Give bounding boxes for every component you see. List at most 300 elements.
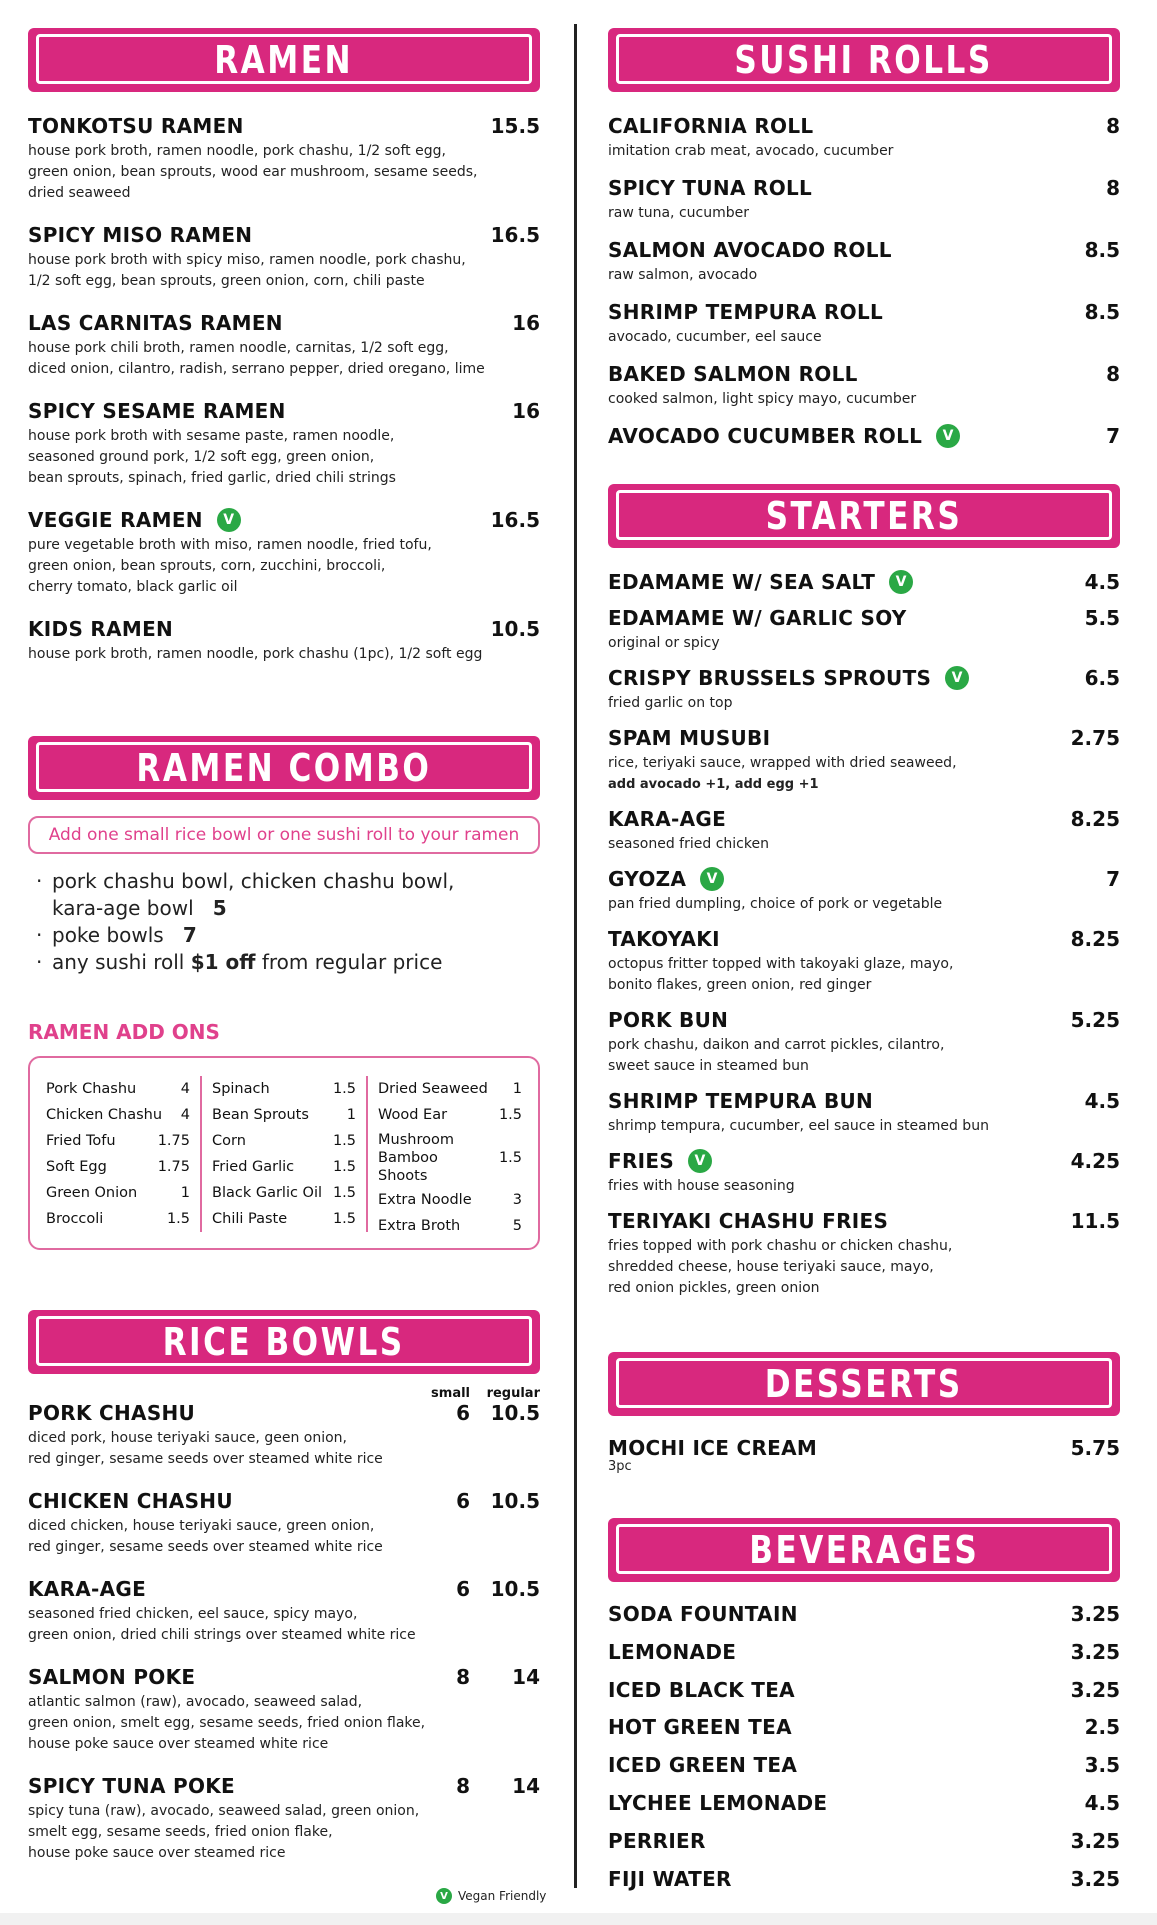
menu-item-name-text: SHRIMP TEMPURA ROLL	[608, 300, 884, 324]
addon-name: Mushroom Bamboo Shoots	[378, 1132, 454, 1184]
addon-row	[212, 1206, 356, 1232]
addon-price: 1.5	[332, 1185, 356, 1201]
menu-item-name-text: PORK BUN	[608, 1008, 729, 1032]
addon-row	[212, 1076, 356, 1102]
description-line: house pork broth, ramen noodle, pork chashu, 1/2 soft egg,	[28, 143, 446, 159]
menu-item-row	[608, 1791, 1120, 1815]
addon-row	[212, 1154, 356, 1180]
description-line: diced chicken, house teriyaki sauce, green onion,	[28, 1518, 375, 1534]
menu-item	[608, 1715, 1120, 1753]
v-leaf-icon: V	[936, 424, 960, 448]
menu-item-name	[28, 1774, 235, 1798]
menu-item-description	[28, 338, 540, 380]
small-price: 6	[456, 1577, 470, 1601]
v-leaf-icon: V	[688, 1149, 712, 1173]
menu-item	[28, 399, 540, 489]
menu-item-name-text: SHRIMP TEMPURA BUN	[608, 1089, 874, 1113]
v-leaf-icon: V	[217, 508, 241, 532]
addons-column	[368, 1076, 532, 1232]
menu-item-name	[608, 807, 726, 831]
addon-name: Extra Broth	[378, 1218, 461, 1234]
menu-item-row	[608, 726, 1120, 750]
menu-item-price: 5.25	[1070, 1008, 1120, 1032]
menu-item-description	[608, 1035, 1120, 1077]
addon-row	[46, 1102, 190, 1128]
addon-row	[378, 1213, 522, 1239]
menu-item-description	[608, 954, 1120, 996]
menu-item-name-text: SPICY SESAME RAMEN	[28, 399, 286, 423]
section-title: BEVERAGES	[748, 1528, 979, 1572]
addons-title: RAMEN ADD ONS	[28, 1020, 220, 1044]
description-line: avocado, cucumber, eel sauce	[608, 329, 822, 345]
menu-item-prices	[420, 1665, 540, 1689]
menu-item-row	[28, 311, 540, 335]
menu-item-row	[608, 1867, 1120, 1891]
beverages-list	[608, 1602, 1120, 1904]
description-line: seasoned fried chicken	[608, 836, 769, 852]
menu-item-name-text: KARA-AGE	[28, 1577, 147, 1601]
menu-item-price: 8.25	[1070, 807, 1120, 831]
description-line: house pork broth with spicy miso, ramen noodle, pork chashu,	[28, 252, 466, 268]
menu-item-price: 2.5	[1084, 1715, 1120, 1740]
menu-item-row	[608, 1602, 1120, 1626]
menu-item-name: ICED BLACK TEA	[608, 1677, 795, 1702]
addon-price: 1.5	[498, 1107, 522, 1123]
menu-item	[28, 1577, 540, 1646]
menu-item-name	[608, 424, 960, 448]
menu-item-price: 15.5	[490, 114, 540, 138]
menu-item-name-text: TAKOYAKI	[608, 927, 720, 951]
section-title: DESSERTS	[765, 1362, 963, 1406]
vegan-legend-label: Vegan Friendly	[458, 1889, 547, 1903]
menu-item	[28, 311, 540, 380]
addon-row	[212, 1180, 356, 1206]
ramen-combo-banner	[28, 736, 540, 800]
addon-row	[212, 1128, 356, 1154]
description-line: diced onion, cilantro, radish, serrano pepper, dried oregano, lime	[28, 361, 485, 377]
menu-item	[608, 1678, 1120, 1716]
menu-item	[608, 927, 1120, 996]
menu-item	[608, 300, 1120, 348]
menu-item	[608, 1089, 1120, 1137]
menu-item-description	[28, 535, 540, 598]
description-line: sweet sauce in steamed bun	[608, 1058, 809, 1074]
sushi-rolls-banner	[608, 28, 1120, 92]
menu-item-price: 16	[512, 311, 540, 335]
menu-item	[608, 362, 1120, 410]
menu-item-name-text: TERIYAKI CHASHU FRIES	[608, 1209, 889, 1233]
rice-bowls-size-header	[28, 1386, 540, 1401]
menu-item-price: 6.5	[1084, 666, 1120, 690]
description-line: atlantic salmon (raw), avocado, seaweed salad,	[28, 1694, 363, 1710]
menu-item-name	[608, 362, 858, 386]
menu-item	[608, 1791, 1120, 1829]
menu-item-name-text: TONKOTSU RAMEN	[28, 114, 244, 138]
section-title: STARTERS	[765, 494, 963, 538]
addon-price: 1	[180, 1185, 190, 1201]
description-line: fries with house seasoning	[608, 1178, 795, 1194]
menu-item-name-text: CHICKEN CHASHU	[28, 1489, 233, 1513]
menu-item-row	[608, 1678, 1120, 1702]
menu-item	[608, 1149, 1120, 1197]
menu-item-name-text: SALMON AVOCADO ROLL	[608, 238, 892, 262]
menu-item	[608, 1829, 1120, 1867]
addon-name: Corn	[212, 1133, 246, 1149]
v-leaf-icon: V	[945, 666, 969, 690]
menu-item	[608, 606, 1120, 654]
ramen-list	[28, 114, 540, 684]
menu-item-row	[28, 1577, 540, 1601]
description-line: raw tuna, cucumber	[608, 205, 749, 221]
description-line: green onion, bean sprouts, wood ear mushroom, sesame seeds,	[28, 164, 478, 180]
menu-item-price: 8.5	[1084, 238, 1120, 262]
menu-item-name: SODA FOUNTAIN	[608, 1602, 798, 1626]
menu-item-price: 16.5	[490, 223, 540, 247]
menu-item-price: 3.25	[1070, 1866, 1120, 1891]
combo-price: 5	[212, 896, 227, 920]
description-line: bean sprouts, spinach, fried garlic, dried chili strings	[28, 470, 396, 486]
menu-item-price: 3.25	[1070, 1677, 1120, 1702]
menu-item-price: 7	[1106, 867, 1120, 891]
menu-item-name	[608, 666, 969, 690]
addons-box	[28, 1056, 540, 1250]
rice-bowls-section	[28, 1378, 540, 1883]
starters-list	[608, 570, 1120, 1311]
menu-item-price: 2.75	[1070, 726, 1120, 750]
menu-item	[28, 617, 540, 665]
menu-item-name-text: VEGGIE RAMEN	[28, 508, 203, 532]
menu-item	[608, 424, 1120, 448]
menu-item-name	[608, 238, 892, 262]
menu-item	[608, 726, 1120, 795]
menu-item-description	[608, 1116, 1120, 1137]
menu-item-name: PERRIER	[608, 1828, 706, 1853]
menu-item-row	[608, 1209, 1120, 1233]
menu-item-price: 5.75	[1070, 1436, 1120, 1460]
section-title: RICE BOWLS	[162, 1320, 406, 1364]
addon-price: 1.5	[498, 1150, 522, 1166]
addon-name: Fried Tofu	[46, 1133, 116, 1149]
menu-item	[608, 1753, 1120, 1791]
menu-item-name-text: MOCHI ICE CREAM	[608, 1436, 818, 1460]
addon-name: Bean Sprouts	[212, 1107, 309, 1123]
menu-item-name	[28, 1401, 195, 1425]
starters-banner	[608, 484, 1120, 548]
description-line: red ginger, sesame seeds over steamed white rice	[28, 1451, 383, 1467]
menu-item-row	[608, 606, 1120, 630]
menu-item-row	[608, 867, 1120, 891]
desserts-banner	[608, 1352, 1120, 1416]
description-line: red ginger, sesame seeds over steamed white rice	[28, 1539, 383, 1555]
menu-item-name-text: FRIES	[608, 1149, 675, 1173]
description-line: seasoned ground pork, 1/2 soft egg, green onion,	[28, 449, 375, 465]
description-line: seasoned fried chicken, eel sauce, spicy mayo,	[28, 1606, 358, 1622]
menu-item-price: 8	[1106, 176, 1120, 200]
menu-item-description	[608, 1176, 1120, 1197]
menu-item-row	[608, 1149, 1120, 1173]
description-line: octopus fritter topped with takoyaki glaze, mayo,	[608, 956, 954, 972]
menu-item-price: 8.25	[1070, 927, 1120, 951]
menu-item-row	[608, 927, 1120, 951]
combo-note: Add one small rice bowl or one sushi roll to your ramen	[28, 816, 540, 854]
addon-name: Wood Ear	[378, 1107, 448, 1123]
menu-item-name	[28, 223, 252, 247]
menu-item-name: LEMONADE	[608, 1639, 737, 1664]
menu-item-row	[608, 570, 1120, 594]
addon-price: 1.5	[332, 1081, 356, 1097]
small-price: 8	[456, 1665, 470, 1689]
menu-item-price: 3.5	[1084, 1753, 1120, 1778]
menu-item	[28, 1401, 540, 1470]
menu-item-row	[28, 508, 540, 532]
description-addon-line: add avocado +1, add egg +1	[608, 777, 819, 792]
section-title: SUSHI ROLLS	[734, 38, 994, 82]
description-line: red onion pickles, green onion	[608, 1280, 820, 1296]
menu-item	[608, 666, 1120, 714]
addon-row	[378, 1128, 522, 1187]
description-line: shrimp tempura, cucumber, eel sauce in steamed bun	[608, 1118, 989, 1134]
menu-item-row	[608, 1640, 1120, 1664]
menu-item-name	[28, 1577, 146, 1601]
menu-item	[608, 114, 1120, 162]
v-leaf-icon: V	[889, 570, 913, 594]
menu-item-price: 3.25	[1070, 1828, 1120, 1853]
menu-item-row	[608, 1753, 1120, 1777]
menu-item-description	[28, 250, 540, 292]
combo-price: 7	[182, 923, 197, 947]
regular-label: regular	[486, 1386, 540, 1401]
section-title: RAMEN COMBO	[136, 746, 432, 790]
description-line: dried seaweed	[28, 185, 131, 201]
menu-item-name: FIJI WATER	[608, 1866, 732, 1891]
addon-name: Extra Noodle	[378, 1192, 472, 1208]
addon-price: 1.5	[332, 1133, 356, 1149]
addon-row	[378, 1102, 522, 1128]
menu-item-name-text: SPICY MISO RAMEN	[28, 223, 253, 247]
description-line: green onion, smelt egg, sesame seeds, fried onion flake,	[28, 1715, 426, 1731]
menu-item-name: HOT GREEN TEA	[608, 1715, 792, 1740]
menu-item-description	[28, 1428, 540, 1470]
description-line: imitation crab meat, avocado, cucumber	[608, 143, 894, 159]
menu-item	[608, 176, 1120, 224]
menu-item	[608, 238, 1120, 286]
menu-item-price: 4.5	[1084, 1790, 1120, 1815]
description-line: shredded cheese, house teriyaki sauce, mayo,	[608, 1259, 934, 1275]
menu-item-price: 8	[1106, 362, 1120, 386]
menu-item-name-text: CRISPY BRUSSELS SPROUTS	[608, 666, 932, 690]
menu-item-price: 8	[1106, 114, 1120, 138]
menu-item-name: ICED GREEN TEA	[608, 1753, 798, 1778]
v-leaf-icon: V	[436, 1888, 452, 1904]
menu-item-price: 11.5	[1070, 1209, 1120, 1233]
addon-name: Green Onion	[46, 1185, 138, 1201]
regular-price: 14	[512, 1774, 540, 1798]
menu-item-row	[608, 114, 1120, 138]
menu-item-name	[608, 1436, 817, 1460]
description-line: house pork broth with sesame paste, ramen noodle,	[28, 428, 395, 444]
description-line: spicy tuna (raw), avocado, seaweed salad, green onion,	[28, 1803, 420, 1819]
menu-item	[28, 114, 540, 204]
addon-row	[46, 1128, 190, 1154]
menu-item-description	[608, 265, 1120, 286]
description-line: green onion, dried chili strings over steamed white rice	[28, 1627, 416, 1643]
menu-item	[28, 1774, 540, 1864]
rice-bowls-list	[28, 1401, 540, 1864]
addon-price: 4	[180, 1081, 190, 1097]
addon-price: 5	[512, 1218, 522, 1234]
combo-text: kara-age bowl	[52, 896, 194, 920]
menu-item-price: 8.5	[1084, 300, 1120, 324]
menu-item-prices	[420, 1489, 540, 1513]
menu-item-name	[28, 617, 173, 641]
addon-name: Pork Chashu	[46, 1081, 137, 1097]
menu-item-name	[28, 311, 283, 335]
description-line: original or spicy	[608, 635, 720, 651]
menu-item-row	[28, 1401, 540, 1425]
addon-price: 3	[512, 1192, 522, 1208]
description-line: raw salmon, avocado	[608, 267, 758, 283]
small-price: 6	[456, 1489, 470, 1513]
combo-discount: $1 off	[190, 950, 256, 974]
regular-price: 14	[512, 1665, 540, 1689]
menu-item-name-text: LAS CARNITAS RAMEN	[28, 311, 283, 335]
menu-item-row	[608, 807, 1120, 831]
menu-item-name	[608, 1008, 728, 1032]
addon-row	[378, 1076, 522, 1102]
menu-item-description	[28, 1801, 540, 1864]
menu-item	[608, 1209, 1120, 1299]
description-line: green onion, bean sprouts, corn, zucchini, broccoli,	[28, 558, 386, 574]
sushi-list	[608, 114, 1120, 462]
description-line: house poke sauce over steamed white rice	[28, 1736, 329, 1752]
menu-item-row	[608, 300, 1120, 324]
menu-item-name	[28, 1489, 233, 1513]
menu-item-name	[28, 399, 286, 423]
addon-name: Broccoli	[46, 1211, 104, 1227]
description-line: house pork broth, ramen noodle, pork chashu (1pc), 1/2 soft egg	[28, 646, 483, 662]
menu-item-price: 3.25	[1070, 1639, 1120, 1664]
addon-price: 1	[346, 1107, 356, 1123]
menu-item	[28, 1489, 540, 1558]
addon-name: Black Garlic Oil	[212, 1185, 323, 1201]
regular-price: 10.5	[490, 1577, 540, 1601]
section-title: RAMEN	[214, 38, 354, 82]
combo-line	[36, 868, 540, 922]
description-line: rice, teriyaki sauce, wrapped with dried seaweed,	[608, 755, 957, 771]
menu-item	[608, 867, 1120, 915]
description-line: house poke sauce over steamed rice	[28, 1845, 286, 1861]
menu-item-prices	[420, 1401, 540, 1425]
menu-item-name	[608, 114, 813, 138]
addon-row	[212, 1102, 356, 1128]
addon-row	[46, 1154, 190, 1180]
combo-line	[36, 949, 540, 976]
menu-item-name-text: PORK CHASHU	[28, 1401, 196, 1425]
menu-item-name	[608, 1149, 712, 1173]
menu-item-name: LYCHEE LEMONADE	[608, 1790, 828, 1815]
addons-column	[36, 1076, 202, 1232]
menu-item-row	[28, 399, 540, 423]
menu-item-name	[608, 606, 907, 630]
menu-item-name-text: GYOZA	[608, 867, 687, 891]
menu-item-row	[28, 1489, 540, 1513]
menu-item	[608, 570, 1120, 594]
menu-item-prices	[420, 1577, 540, 1601]
menu-item-description	[28, 141, 540, 204]
menu-item-price: 4.5	[1084, 1089, 1120, 1113]
menu-item-name	[608, 300, 883, 324]
regular-price: 10.5	[490, 1489, 540, 1513]
addon-price: 4	[180, 1107, 190, 1123]
menu-item	[608, 1436, 1120, 1474]
menu-item-row	[28, 1665, 540, 1689]
page-bottom-strip	[0, 1913, 1157, 1925]
ramen-combo-section	[28, 798, 540, 1250]
small-label: small	[431, 1386, 470, 1401]
menu-item-name-text: SALMON POKE	[28, 1665, 196, 1689]
menu-item-description	[28, 1604, 540, 1646]
menu-item-name-text: SPICY TUNA ROLL	[608, 176, 813, 200]
menu-item-name	[608, 867, 724, 891]
menu-item-description	[608, 327, 1120, 348]
menu-item-name-text: EDAMAME W/ SEA SALT	[608, 570, 876, 594]
description-line: fries topped with pork chashu or chicken chashu,	[608, 1238, 953, 1254]
addon-name: Dried Seaweed	[378, 1081, 488, 1097]
menu-item-name	[608, 570, 913, 594]
description-line: smelt egg, sesame seeds, fried onion flake,	[28, 1824, 333, 1840]
menu-item-row	[608, 666, 1120, 690]
regular-price: 10.5	[490, 1401, 540, 1425]
description-line: pan fried dumpling, choice of pork or vegetable	[608, 896, 943, 912]
menu-item-name-text: SPAM MUSUBI	[608, 726, 771, 750]
addon-name: Soft Egg	[46, 1159, 107, 1175]
description-line: pure vegetable broth with miso, ramen noodle, fried tofu,	[28, 537, 432, 553]
menu-item-row	[608, 424, 1120, 448]
menu-item-description	[608, 753, 1120, 795]
menu-item-name-text: BAKED SALMON ROLL	[608, 362, 858, 386]
menu-item	[608, 1602, 1120, 1640]
menu-item-row	[28, 617, 540, 641]
combo-list	[28, 868, 540, 976]
small-price: 8	[456, 1774, 470, 1798]
menu-item-prices	[420, 1774, 540, 1798]
menu-item-name	[28, 114, 244, 138]
description-line: cherry tomato, black garlic oil	[28, 579, 238, 595]
menu-item-row	[608, 1436, 1120, 1460]
menu-item-name-text: CALIFORNIA ROLL	[608, 114, 814, 138]
addon-price: 1.5	[332, 1211, 356, 1227]
ramen-banner	[28, 28, 540, 92]
menu-item-description	[608, 693, 1120, 714]
small-price: 6	[456, 1401, 470, 1425]
addon-price: 1.5	[166, 1211, 190, 1227]
addon-row	[46, 1180, 190, 1206]
menu-item	[28, 1665, 540, 1755]
menu-item-row	[608, 176, 1120, 200]
description-line: house pork chili broth, ramen noodle, carnitas, 1/2 soft egg,	[28, 340, 449, 356]
rice-bowls-banner	[28, 1310, 540, 1374]
menu-item-name	[28, 1665, 195, 1689]
menu-item-description	[28, 644, 540, 665]
menu-item-row	[28, 114, 540, 138]
menu-item-description	[28, 1516, 540, 1558]
menu-item-description	[608, 389, 1120, 410]
menu-item-name	[28, 508, 241, 532]
description-line: pork chashu, daikon and carrot pickles, cilantro,	[608, 1037, 945, 1053]
menu-item-row	[608, 1089, 1120, 1113]
menu-item-description	[28, 426, 540, 489]
menu-item	[608, 807, 1120, 855]
